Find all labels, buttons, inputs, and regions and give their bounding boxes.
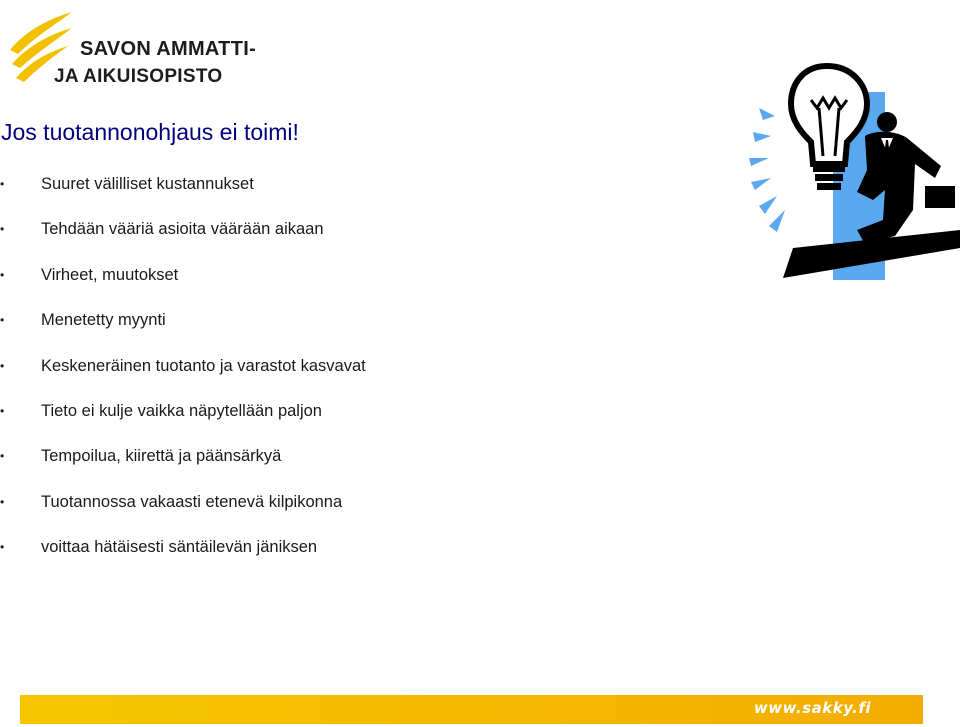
bullet-icon: • xyxy=(0,403,5,418)
logo-text-line1: SAVON AMMATTI- xyxy=(80,38,257,60)
bullet-icon: • xyxy=(0,494,5,509)
list-item xyxy=(0,440,366,485)
bullet-icon: • xyxy=(0,449,5,464)
bullet-list xyxy=(0,168,366,577)
bullet-icon: • xyxy=(0,222,5,237)
list-item-text: Menetetty myynti xyxy=(41,311,166,330)
list-item xyxy=(0,168,366,213)
bullet-icon: • xyxy=(0,358,5,373)
list-item xyxy=(0,395,366,440)
list-item-text: Tehdään vääriä asioita väärään aikaan xyxy=(41,220,324,239)
list-item-text: Tempoilua, kiirettä ja päänsärkyä xyxy=(41,447,282,466)
list-item-text: Keskeneräinen tuotanto ja varastot kasvavat xyxy=(41,356,366,375)
list-item-text: Suuret välilliset kustannukset xyxy=(41,175,254,193)
list-item xyxy=(0,259,366,304)
list-item xyxy=(0,531,366,576)
lightbulb-businessman-icon xyxy=(745,60,960,285)
list-item-text: Tieto ei kulje vaikka näpytellään paljon xyxy=(41,401,322,420)
bullet-icon: • xyxy=(0,313,5,328)
list-item xyxy=(0,486,366,531)
footer-bar xyxy=(20,695,923,724)
bullet-icon: • xyxy=(0,177,5,191)
slide-title: Jos tuotannonohjaus ei toimi! xyxy=(1,119,299,145)
list-item xyxy=(0,304,366,349)
list-item-text: Virheet, muutokset xyxy=(41,265,179,284)
brand-logo xyxy=(6,8,266,86)
list-item xyxy=(0,213,366,258)
bullet-icon: • xyxy=(0,540,5,555)
list-item-text: voittaa hätäisesti säntäilevän jäniksen xyxy=(41,538,318,557)
list-item-text: Tuotannossa vakaasti etenevä kilpikonna xyxy=(41,492,343,511)
bullet-icon: • xyxy=(0,267,5,282)
logo-text-line2: JA AIKUISOPISTO xyxy=(54,66,223,87)
list-item xyxy=(0,350,366,395)
footer-website-link[interactable]: www.sakky.fi xyxy=(753,699,871,717)
